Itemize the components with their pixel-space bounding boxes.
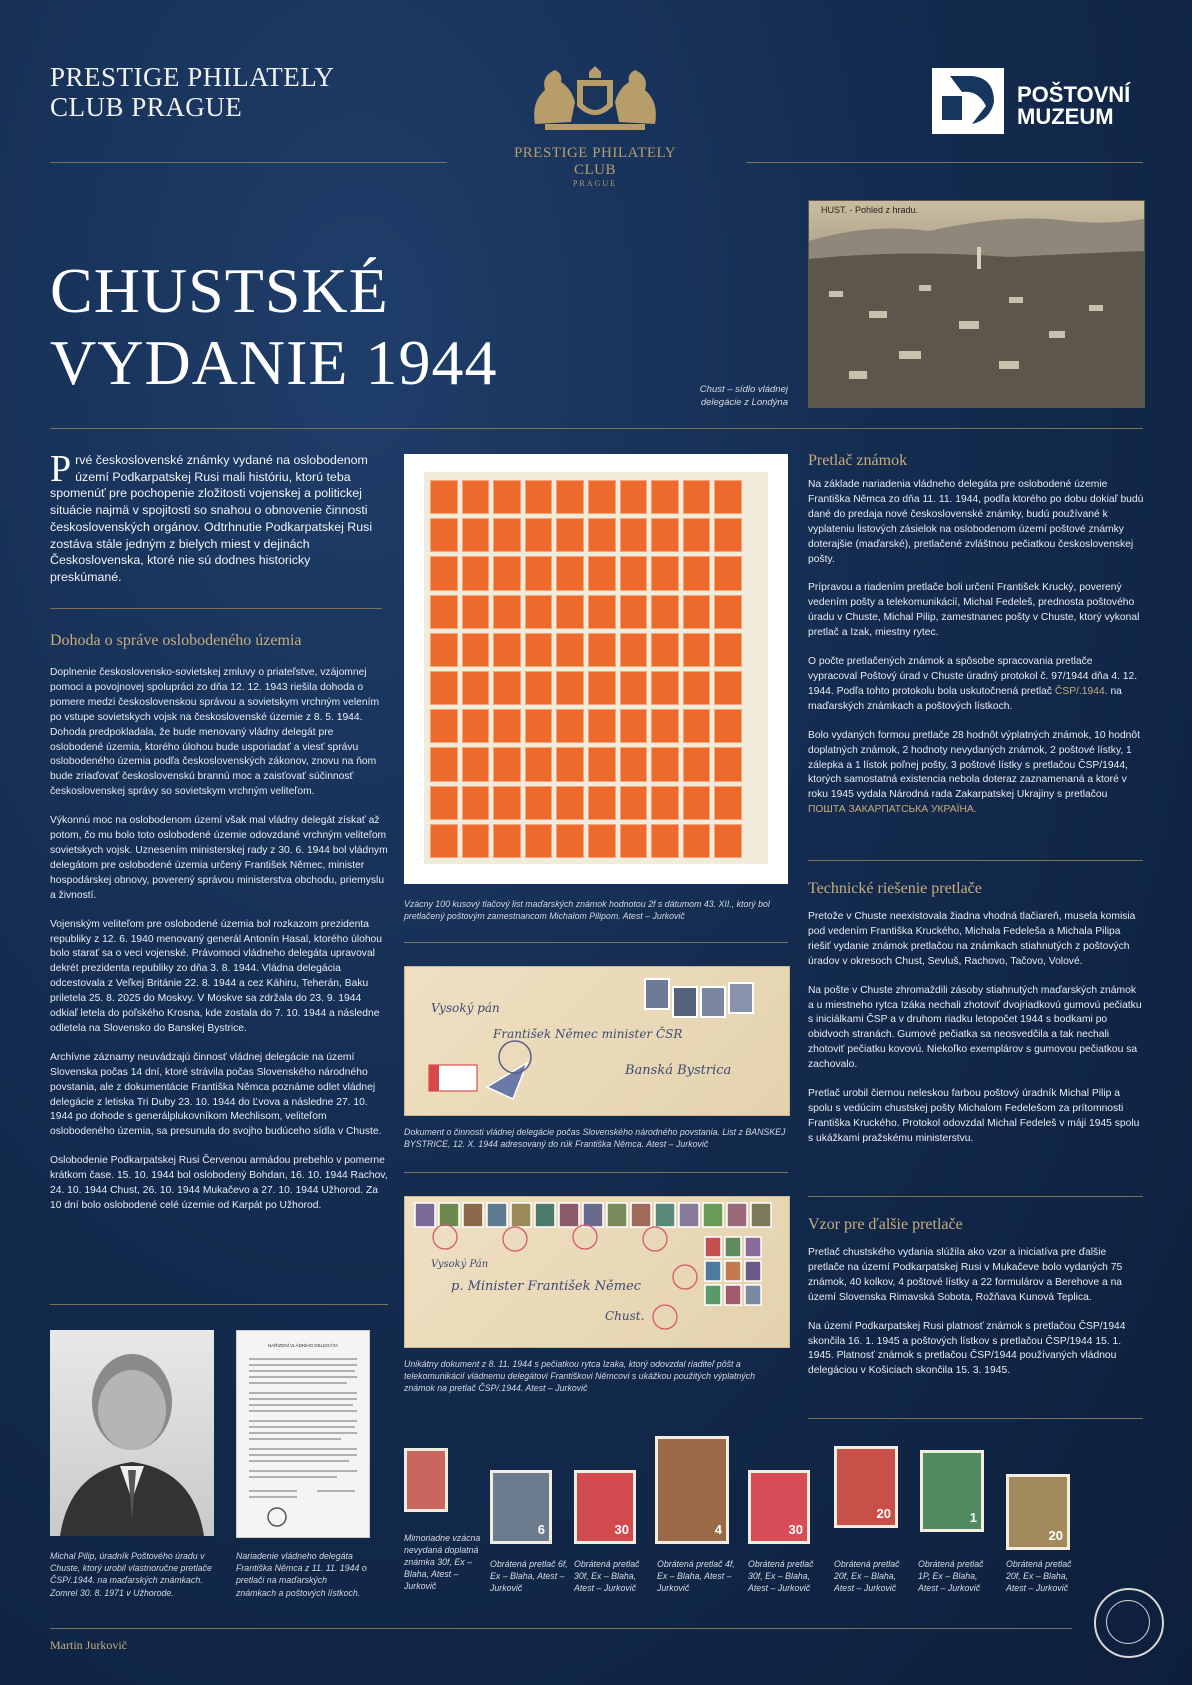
club-name-line1: PRESTIGE PHILATELY — [50, 62, 335, 92]
sheet-stamp — [462, 786, 490, 820]
cover2-addressee: p. Minister František Němec — [451, 1279, 642, 1294]
sheet-stamp — [588, 595, 616, 629]
sheet-stamp — [714, 633, 742, 667]
section-heading-model: Vzor pre ďalšie pretlače — [808, 1216, 963, 1233]
cover1-city: Banská Bystrica — [625, 1063, 732, 1078]
person-portrait-icon — [50, 1330, 214, 1536]
ukrainian-overprint-text: ПОШТА ЗАКАРПАТСЬКА УКРАЇНА. — [808, 804, 977, 816]
model-paragraph: Na území Podkarpatskej Rusi platnosť známok s pretlačou ČSP/1944 skončila 16. 1. 1945 a poštových lístkov s pretlačou ČSP/1944 15. 1. 1945. Platnosť známok s pretlačou ČSP/1944 používaných vládnou delegáciou v Košiciach skončila 15. 3. 1945. — [808, 1320, 1126, 1377]
sheet-stamp — [556, 824, 584, 858]
lion-crest-icon — [505, 62, 685, 140]
sheet-stamp — [651, 518, 679, 552]
stamp-caption: Mimoriadne vzácna nevydaná doplatná známka 30f, Ex – Blaha, Atest – Jurkovič — [404, 1533, 481, 1591]
museum-name-line2: MUZEUM — [1017, 104, 1114, 129]
stamp-item — [574, 1470, 636, 1544]
intro-drop-cap: P — [50, 448, 72, 490]
portrait-caption: Michal Pilip, úradník Poštového úradu v Chuste, ktorý urobil vlastnoručne pretlače ČSP/.1944. na maďarských známkach. Zomrel 30. 8. 1971 v Užhorode. — [50, 1551, 212, 1598]
stamp-item — [404, 1448, 448, 1512]
logo-title: PRESTIGE PHILATELY CLUB — [513, 145, 677, 178]
sheet-stamp — [683, 633, 711, 667]
stamp-caption: Obrátená pretlač 6f, Ex – Blaha, Atest – Jurkovič — [490, 1559, 568, 1593]
sheet-stamp — [493, 709, 521, 743]
sheet-stamp — [651, 556, 679, 590]
club-seal-icon — [1094, 1588, 1164, 1658]
stamp-item — [834, 1446, 898, 1528]
middle-divider-1 — [404, 942, 788, 943]
technical-paragraph: Pretože v Chuste neexistovala žiadna vhodná tlačiareň, musela komisia pod vedením Františka Kruckého, Michala Fedeleša a Michala Pilipa riešiť vydanie známok pretlačou na známkach stiahnutých z poštových úradov v okresoch Chust, Sevluš, Rachovo, Tačovo, Volové. — [808, 911, 1136, 967]
cover2-caption: Unikátny dokument z 8. 11. 1944 s pečiatkou rytca Izaka, ktorý odovzdal riaditeľ pôšt a telekomunikácií vládnemu delegátovi Františkovi Němcovi s ukážkou použitých výplatných známok na pretlač ČSP/.1944. Atest – Jurkovič — [404, 1359, 756, 1394]
stamp-value: 30 — [614, 1522, 629, 1537]
sheet-stamp — [588, 633, 616, 667]
sheet-stamp — [651, 633, 679, 667]
sheet-stamp — [556, 518, 584, 552]
sheet-stamp — [588, 709, 616, 743]
stamp-caption: Obrátená pretlač 1P, Ex – Blaha, Atest – Jurkovič — [918, 1559, 984, 1593]
michal-pilip-portrait — [50, 1330, 214, 1536]
section-model-body — [808, 1246, 1144, 1393]
sheet-stamp — [493, 556, 521, 590]
sheet-stamp — [430, 709, 458, 743]
cover1-addressee: František Němec minister ČSR — [493, 1027, 683, 1041]
hust-town-photo — [808, 200, 1145, 408]
agreement-paragraph: Výkonnú moc na oslobodenom území však mal vládny delegát získať až potom, čo mu bolo toto oslobodené územie odovzdané vrchným veliteľom sovietskych vojsk. Uznesením ministerskej rady z 30. 6. 1944 bol vládnym delegátom pre oslobodené územia určený František Němec, minister hospodárskej obnovy, poverený správou ministerstva obchodu, priemyslu a živností. — [50, 815, 388, 901]
sheet-stamp — [651, 709, 679, 743]
page-title — [50, 255, 498, 399]
sheet-stamp — [683, 824, 711, 858]
sheet-caption: Vzácny 100 kusový tlačový list maďarských známok hodnotou 2f s dátumom 43. XII., ktorý bol pretlačený poštovým zamestnancom Michalom Pilipom. Atest – Jurkovič — [404, 899, 770, 922]
sheet-stamp — [620, 671, 648, 705]
sheet-stamp — [556, 709, 584, 743]
section-heading-overprint: Pretlač známok — [808, 452, 908, 469]
stamp-item — [1006, 1474, 1070, 1550]
sheet-stamp — [556, 556, 584, 590]
sheet-stamp — [525, 747, 553, 781]
sheet-stamp — [588, 786, 616, 820]
sheet-stamp — [430, 824, 458, 858]
intro-paragraph — [50, 448, 380, 586]
sheet-stamp — [493, 747, 521, 781]
sheet-stamp — [493, 671, 521, 705]
hust-photo-caption: Chust – sídlo vládnej delegácie z Londýna — [699, 384, 788, 408]
sheet-stamp — [462, 633, 490, 667]
postal-museum-logo — [932, 68, 1147, 136]
cover2-salutation: Vysoký Pán — [431, 1259, 489, 1270]
sheet-stamp — [620, 786, 648, 820]
sheet-stamp — [556, 786, 584, 820]
right-divider-1 — [808, 860, 1143, 861]
stamp-value: 6 — [537, 1522, 545, 1537]
stamp-item — [655, 1436, 729, 1544]
sheet-stamp — [683, 747, 711, 781]
header-divider-left — [50, 162, 447, 163]
sheet-stamp — [683, 709, 711, 743]
overprint-paragraph: O počte pretlačených známok a spôsobe spracovania pretlače vypracoval Poštový úrad v Chuste úradný protokol č. 97/1944 dňa 4. 12. 1944. Podľa tohto protokolu bola uskutočnená pretlač ČSP/.1944. na maďarských známkach a poštových lístkoch. — [808, 656, 1138, 712]
footer-divider — [50, 1628, 1072, 1629]
sheet-stamp — [525, 633, 553, 667]
stamp-value: 20 — [1048, 1528, 1063, 1543]
stamp-caption: Obrátená pretlač 4f, Ex – Blaha, Atest – Jurkovič — [657, 1559, 735, 1593]
sheet-stamp — [683, 480, 711, 514]
title-divider — [50, 428, 1143, 429]
sheet-stamp — [556, 595, 584, 629]
sheet-stamp — [651, 671, 679, 705]
sheet-stamp — [525, 786, 553, 820]
agreement-paragraph: Vojenským veliteľom pre oslobodené územia bol rozkazom prezidenta republiky z 12. 6. 1940 menovaný generál Antonín Hasal, ktorého úlohou bolo starať sa o veci vojenské. Právomoci vládneho delegáta upravoval dekrét prezidenta republiky zo dňa 3. 8. 1944. Vládna delegácia odcestovala z Veľkej Británie 22. 8. 1944 a cez Káhiru, Teherán, Baku priletela 25. 8. 2025 do Moskvy. V Moskve sa zdržala do 23. 9. 1944 odkiaľ letela do poľského Krosna, kde zostala do 7. 10. 1944 a následne odletela na Slovensko do Banskej Bystrice. — [50, 918, 383, 1034]
agreement-paragraph: Oslobodenie Podkarpatskej Rusi Červenou armádou prebehlo v pomerne krátkom čase. 15. 10. 1944 bol oslobodený Bohdan, 16. 10. 1944 Rachov, 24. 10. 1944 Chust, 26. 10. 1944 Mukačevo a 27. 10. 1944 Užhorod. Za 10 dní bolo oslobodené celé územie od Karpát po Užhorod. — [50, 1155, 388, 1211]
sheet-stamp — [651, 786, 679, 820]
cover1-caption: Dokument o činnosti vládnej delegácie počas Slovenského národného povstania. List z BANSKEJ BYSTRICE, 12. X. 1944 adresovaný do rúk Františka Němca. Atest – Jurkovič — [404, 1127, 786, 1150]
left-bottom-divider — [50, 1304, 388, 1305]
cover-stamp-rows-icon — [405, 1197, 789, 1347]
sheet-stamp — [493, 633, 521, 667]
club-name-line2: CLUB PRAGUE — [50, 92, 243, 122]
sheet-stamp — [430, 747, 458, 781]
sheet-stamp — [430, 556, 458, 590]
sheet-stamp — [588, 518, 616, 552]
sheet-stamp — [620, 518, 648, 552]
sheet-stamp — [620, 595, 648, 629]
sheet-stamp — [588, 480, 616, 514]
document-text-icon — [237, 1331, 369, 1537]
sheet-stamp — [462, 824, 490, 858]
section-overprint-body — [808, 478, 1144, 832]
museum-mark-icon — [932, 68, 1004, 134]
sheet-stamp — [651, 824, 679, 858]
cover-chust-1944 — [404, 1196, 790, 1348]
sheet-stamp — [525, 824, 553, 858]
sheet-stamp — [651, 747, 679, 781]
sheet-stamp — [430, 786, 458, 820]
cover-banska-bystrica — [404, 966, 790, 1116]
logo-subtitle: PRAGUE — [572, 179, 617, 188]
title-line1: CHUSTSKÉ — [50, 255, 389, 326]
section-technical-body — [808, 910, 1144, 1161]
sheet-stamp — [525, 709, 553, 743]
sheet-stamp — [430, 671, 458, 705]
sheet-stamp — [430, 595, 458, 629]
sheet-stamp — [651, 595, 679, 629]
agreement-paragraph: Doplnenie československo-sovietskej zmluvy o priateľstve, vzájomnej pomoci a povojnovej spolupráci zo dňa 12. 12. 1943 riešila dohoda o pomere medzi československou správou a sovietskym vrchným velením po vstupe sovietskych vojsk na československé územie z 8. 5. 1944. Dohoda predpokladala, že bude menovaný vládny delegát pre oslobodené územia, ktorého úlohou bude usporiadať a viesť správu oslobodeného územia podľa československých zákonov, znovu na ňom bude zriaďovať československú brannú moc a zaisťovať súčinnosť československej správy so sovietskym vrchným veliteľom. — [50, 667, 380, 798]
sheet-stamp — [525, 480, 553, 514]
agreement-paragraph: Archívne záznamy neuvádzajú činnosť vládnej delegácie na území Slovenska počas 14 dní, ktoré strávila počas Slovenského národného povstania, ale z dokumentácie Františka Němca poznáme odlet vládnej delegácie z letiska Tri Duby 23. 10. 1944 do Ľvova a následne 27. 10. 1944 po dohode s generálplukovníkom Mechlisom, veliteľom oslobodeného územia, sa presunula do svojho budúceho sídla v Chuste. — [50, 1051, 382, 1138]
right-divider-2 — [808, 1196, 1143, 1197]
sheet-stamp — [683, 786, 711, 820]
right-divider-3 — [808, 1418, 1143, 1419]
club-logo — [505, 62, 685, 188]
sheet-stamp — [683, 518, 711, 552]
sheet-stamp — [620, 556, 648, 590]
sheet-stamp — [714, 480, 742, 514]
sheet-stamp — [714, 824, 742, 858]
sheet-stamp — [714, 518, 742, 552]
sheet-stamp — [683, 671, 711, 705]
model-paragraph: Pretlač chustského vydania slúžila ako vzor a iniciatíva pre ďalšie pretlače na území Podkarpatskej Rusi v Mukačeve bolo vydaných 75 známok, 40 kolkov, 4 poštové lístky a 22 formulárov a Berehove a na území Slovenska Rimavská Sobota, Rožňava Kunová Teplica. — [808, 1247, 1123, 1303]
sheet-stamp — [556, 671, 584, 705]
stamp-value: 1 — [969, 1510, 977, 1525]
sheet-stamp — [683, 556, 711, 590]
museum-name-line1: POŠTOVNÍ — [1017, 82, 1131, 107]
sheet-stamp — [588, 747, 616, 781]
technical-paragraph: Pretlač urobil čiernou neleskou farbou poštový úradník Michal Pilip a spolu s vedúcim chustskej pošty Michalom Fedelešom za prítomnosti Františka Kruckého. Protokol odovzdal Michal Fedeleš v máji 1945 spolu s ukážkami pražskému ministerstvu. — [808, 1088, 1140, 1144]
decree-title: NAŘÍZENÍ VLÁDNÍHO DELEGÁTA — [267, 1343, 339, 1348]
author-name: Martin Jurkovič — [50, 1638, 127, 1652]
technical-paragraph: Na pošte v Chuste zhromaždili zásoby stiahnutých maďarských známok a u miestneho rytca Izáka nechali zhotoviť dvojriadkovú gumovú pečiatku s iniciálkami ČSP a v druhom riadku letopočet 1944 s bodkami po obidvoch stranách. Gumové pečiatka sa neosvedčila a tak nechali zhotoviť pečiatku kovovú. Niekoľko exemplárov s gumovou pečiatkou sa zachovalo. — [808, 984, 1142, 1071]
cover2-city: Chust. — [605, 1309, 645, 1323]
sheet-stamp — [493, 824, 521, 858]
sheet-stamp — [525, 556, 553, 590]
sheet-stamp — [714, 747, 742, 781]
stamp-item — [748, 1470, 810, 1544]
sheet-stamp — [651, 480, 679, 514]
sheet-stamp — [462, 709, 490, 743]
stamp-caption: Obrátená pretlač 20f, Ex – Blaha, Atest – Jurkovič — [834, 1559, 900, 1593]
stamp-caption: Obrátená pretlač 20f, Ex – Blaha, Atest – Jurkovič — [1006, 1559, 1072, 1593]
sheet-stamp — [462, 480, 490, 514]
stamp-sheet-grid — [430, 480, 742, 858]
town-panorama-icon — [809, 201, 1144, 407]
sheet-stamp — [683, 595, 711, 629]
decree-caption: Nariadenie vládneho delegáta Františka Němca z 11. 11. 1944 o pretlači na maďarských známkach a poštových lístkoch. — [236, 1551, 367, 1598]
sheet-stamp — [620, 633, 648, 667]
sheet-stamp — [620, 824, 648, 858]
sheet-stamp — [462, 518, 490, 552]
hust-photo-label: HUST. - Pohled z hradu. — [821, 205, 919, 215]
decree-document — [236, 1330, 370, 1538]
sheet-stamp — [525, 518, 553, 552]
sheet-stamp — [714, 709, 742, 743]
sheet-stamp — [620, 480, 648, 514]
sheet-stamp — [493, 595, 521, 629]
stamp-value: 4 — [714, 1522, 722, 1537]
cover1-salutation: Vysoký pán — [431, 1001, 500, 1015]
club-name — [50, 62, 335, 122]
sheet-stamp — [525, 595, 553, 629]
stamp-value: 20 — [876, 1506, 891, 1521]
header-divider-right — [746, 162, 1143, 163]
cover-stamps-icon — [405, 967, 789, 1115]
sheet-stamp — [714, 671, 742, 705]
section-agreement-body — [50, 666, 388, 1228]
sheet-stamp — [525, 671, 553, 705]
sheet-stamp — [493, 786, 521, 820]
sheet-stamp — [493, 480, 521, 514]
sheet-stamp — [620, 709, 648, 743]
sheet-stamp — [714, 595, 742, 629]
middle-divider-2 — [404, 1172, 788, 1173]
sheet-stamp — [430, 633, 458, 667]
sheet-stamp — [462, 671, 490, 705]
overprint-paragraph: Prípravou a riadením pretlače boli určení František Krucký, poverený vedením pošty a telekomunikácií, Michal Fedeleš, prednosta poštového úradu v Chuste, Michal Pilip, zamestnanec pošty v Chuste, ktorý vykonal pretlač a Izak, miestny rytec. — [808, 582, 1140, 639]
sheet-stamp — [714, 786, 742, 820]
sheet-stamp — [430, 518, 458, 552]
sheet-stamp — [588, 824, 616, 858]
stamp-caption: Obrátená pretlač 30f, Ex – Blaha, Atest – Jurkovič — [748, 1559, 814, 1593]
sheet-stamp — [556, 633, 584, 667]
intro-divider — [50, 608, 382, 609]
sheet-stamp — [462, 595, 490, 629]
section-heading-technical: Technické riešenie pretlače — [808, 880, 982, 897]
sheet-stamp — [462, 556, 490, 590]
stamp-caption: Obrátená pretlač 30f, Ex – Blaha, Atest – Jurkovič — [574, 1559, 640, 1593]
sheet-stamp — [556, 747, 584, 781]
sheet-stamp — [493, 518, 521, 552]
stamp-item — [920, 1450, 984, 1532]
stamp-value: 30 — [788, 1522, 803, 1537]
overprint-paragraph: Bolo vydaných formou pretlače 28 hodnôt výplatných známok, 10 hodnôt doplatných známok, 2 hodnoty nevydaných známok, 2 poštové lístky, 1 zálepka a 1 lístok poľnej pošty, 3 poštové lístky s pretlačou ČSP/1944, ktorých samostatná existencia nebola doteraz zaznamenaná a ktoré v roku 1945 vydala Národná rada Zakarpatskej Ukrajiny s pretlačou ПОШТА ЗАКАРПАТСЬКА УКРАЇНА. — [808, 729, 1140, 816]
intro-text: rvé československé známky vydané na oslobodenom území Podkarpatskej Rusi mali históriu, ktorú teba spomenúť pre pochopenie zložitosti vojenskej a politickej situácie najmä v spojitosti so snahou o obnovenie činnosti československých orgánov. Odtrhnutie Podkarpatskej Rusi zostáva stále jedným z bielych miest v dejinách Československa, ktoré nie sú dodnes historicky preskúmané. — [50, 453, 373, 584]
sheet-stamp — [714, 556, 742, 590]
sheet-stamp — [462, 747, 490, 781]
sheet-stamp — [588, 671, 616, 705]
section-heading-agreement: Dohoda o správe oslobodeného územia — [50, 632, 302, 649]
overprint-paragraph: Na základe nariadenia vládneho delegáta pre oslobodené územie Františka Němca zo dňa 11. 11. 1944, podľa ktorého po dobu dokiaľ budú dané do predaja nové československé známky, budú používané k vyplateniu listových zásielok na oslobodenom území poštové známky doterajšie (maďarské), pretlačené zvláštnou pečiatkou československej pošty. — [808, 479, 1144, 565]
overprint-mark: ČSP/.1944. — [1054, 685, 1108, 697]
sheet-stamp — [588, 556, 616, 590]
sheet-stamp — [556, 480, 584, 514]
sheet-stamp — [620, 747, 648, 781]
stamp-item — [490, 1470, 552, 1544]
sheet-stamp — [430, 480, 458, 514]
title-line2: VYDANIE 1944 — [50, 327, 498, 398]
